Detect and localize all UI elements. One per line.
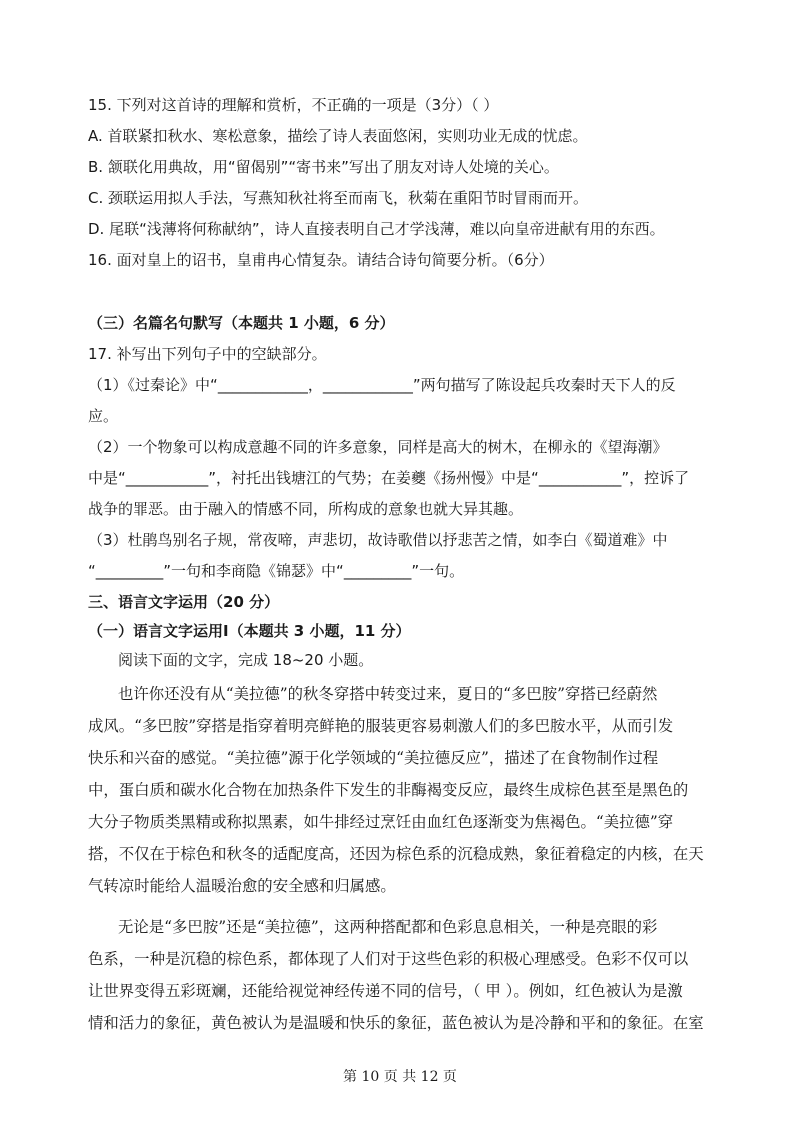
part-3-subtitle: （一）语言文字运用Ⅰ（本题共 3 小题，11 分） xyxy=(88,622,411,640)
q17-part1-line1: （1）《过秦论》中“____________，____________”两句描写了陈设起兵攻秦时天下人的反 xyxy=(88,376,676,394)
q15-option-a: A. 首联紧扣秋水、寒松意象，描绘了诗人表面悠闲，实则功业无成的忧虑。 xyxy=(88,127,588,145)
q17-part1-line2: 应。 xyxy=(88,407,119,425)
passage-line: 也许你还没有从“美拉德”的秋冬穿搭中转变过来，夏日的“多巴胺”穿搭已经蔚然 xyxy=(118,685,658,703)
passage-line: 情和活力的象征，黄色被认为是温暖和快乐的象征，蓝色被认为是冷静和平和的象征。在室 xyxy=(88,1014,704,1032)
passage-line: 色系，一种是沉稳的棕色系，都体现了人们对于这些色彩的积极心理感受。色彩不仅可以 xyxy=(88,950,689,968)
question-16: 16. 面对皇上的诏书，皇甫冉心情复杂。请结合诗句简要分析。（6分） xyxy=(88,251,554,269)
passage-line: 大分子物质类黑精或称拟黑素，如牛排经过烹饪由血红色逐渐变为焦褐色。“美拉德”穿 xyxy=(88,813,674,831)
passage-line: 让世界变得五彩斑斓，还能给视觉神经传递不同的信号，（ 甲 ）。例如，红色被认为是激 xyxy=(88,982,683,1000)
passage-line: 搭，不仅在于棕色和秋冬的适配度高，还因为棕色系的沉稳成熟，象征着稳定的内核，在天 xyxy=(88,845,704,863)
passage-line: 成风。“多巴胺”穿搭是指穿着明亮鲜艳的服装更容易刺激人们的多巴胺水平，从而引发 xyxy=(88,717,674,735)
q17-part3-line2: “_________”一句和李商隐《锦瑟》中“_________”一句。 xyxy=(88,562,465,580)
q17-part2-line1: （2）一个物象可以构成意趣不同的许多意象，同样是高大的树木，在柳永的《望海潮》 xyxy=(88,438,668,456)
q17-part2-line2: 中是“___________”，衬托出钱塘江的气势；在姜夔《扬州慢》中是“___________”，控诉了 xyxy=(88,469,690,487)
page-number-footer: 第 10 页 共 12 页 xyxy=(343,1069,457,1085)
part-3-title: 三、语言文字运用（20 分） xyxy=(88,593,280,611)
q17-part3-line1: （3）杜鹃鸟别名子规，常夜啼，声悲切，故诗歌借以抒悲苦之情，如李白《蜀道难》中 xyxy=(88,531,668,549)
passage-line: 气转凉时能给人温暖治愈的安全感和归属感。 xyxy=(88,877,396,895)
q15-option-b: B. 颔联化用典故，用“留偈别”“寄书来”写出了朋友对诗人处境的关心。 xyxy=(88,158,559,176)
section-3-title: （三）名篇名句默写（本题共 1 小题，6 分） xyxy=(88,314,395,332)
question-17: 17. 补写出下列句子中的空缺部分。 xyxy=(88,345,327,363)
q15-option-c: C. 颈联运用拟人手法，写燕知秋社将至而南飞，秋菊在重阳节时冒雨而开。 xyxy=(88,189,589,207)
q17-part2-line3: 战争的罪恶。由于融入的情感不同，所构成的意象也就大异其趣。 xyxy=(88,500,524,518)
passage-line: 快乐和兴奋的感觉。“美拉德”源于化学领域的“美拉德反应”，描述了在食物制作过程 xyxy=(88,749,659,767)
passage-line: 中，蛋白质和碳水化合物在加热条件下发生的非酶褐变反应，最终生成棕色甚至是黑色的 xyxy=(88,781,689,799)
q15-option-d: D. 尾联“浅薄将何称献纳”，诗人直接表明自己才学浅薄，难以向皇帝进献有用的东西。 xyxy=(88,220,665,238)
reading-instruction: 阅读下面的文字，完成 18~20 小题。 xyxy=(118,651,374,669)
q15-stem: 15. 下列对这首诗的理解和赏析，不正确的一项是（3分）（ ） xyxy=(88,96,499,114)
passage-line: 无论是“多巴胺”还是“美拉德”，这两种搭配都和色彩息息相关，一种是亮眼的彩 xyxy=(118,918,658,936)
